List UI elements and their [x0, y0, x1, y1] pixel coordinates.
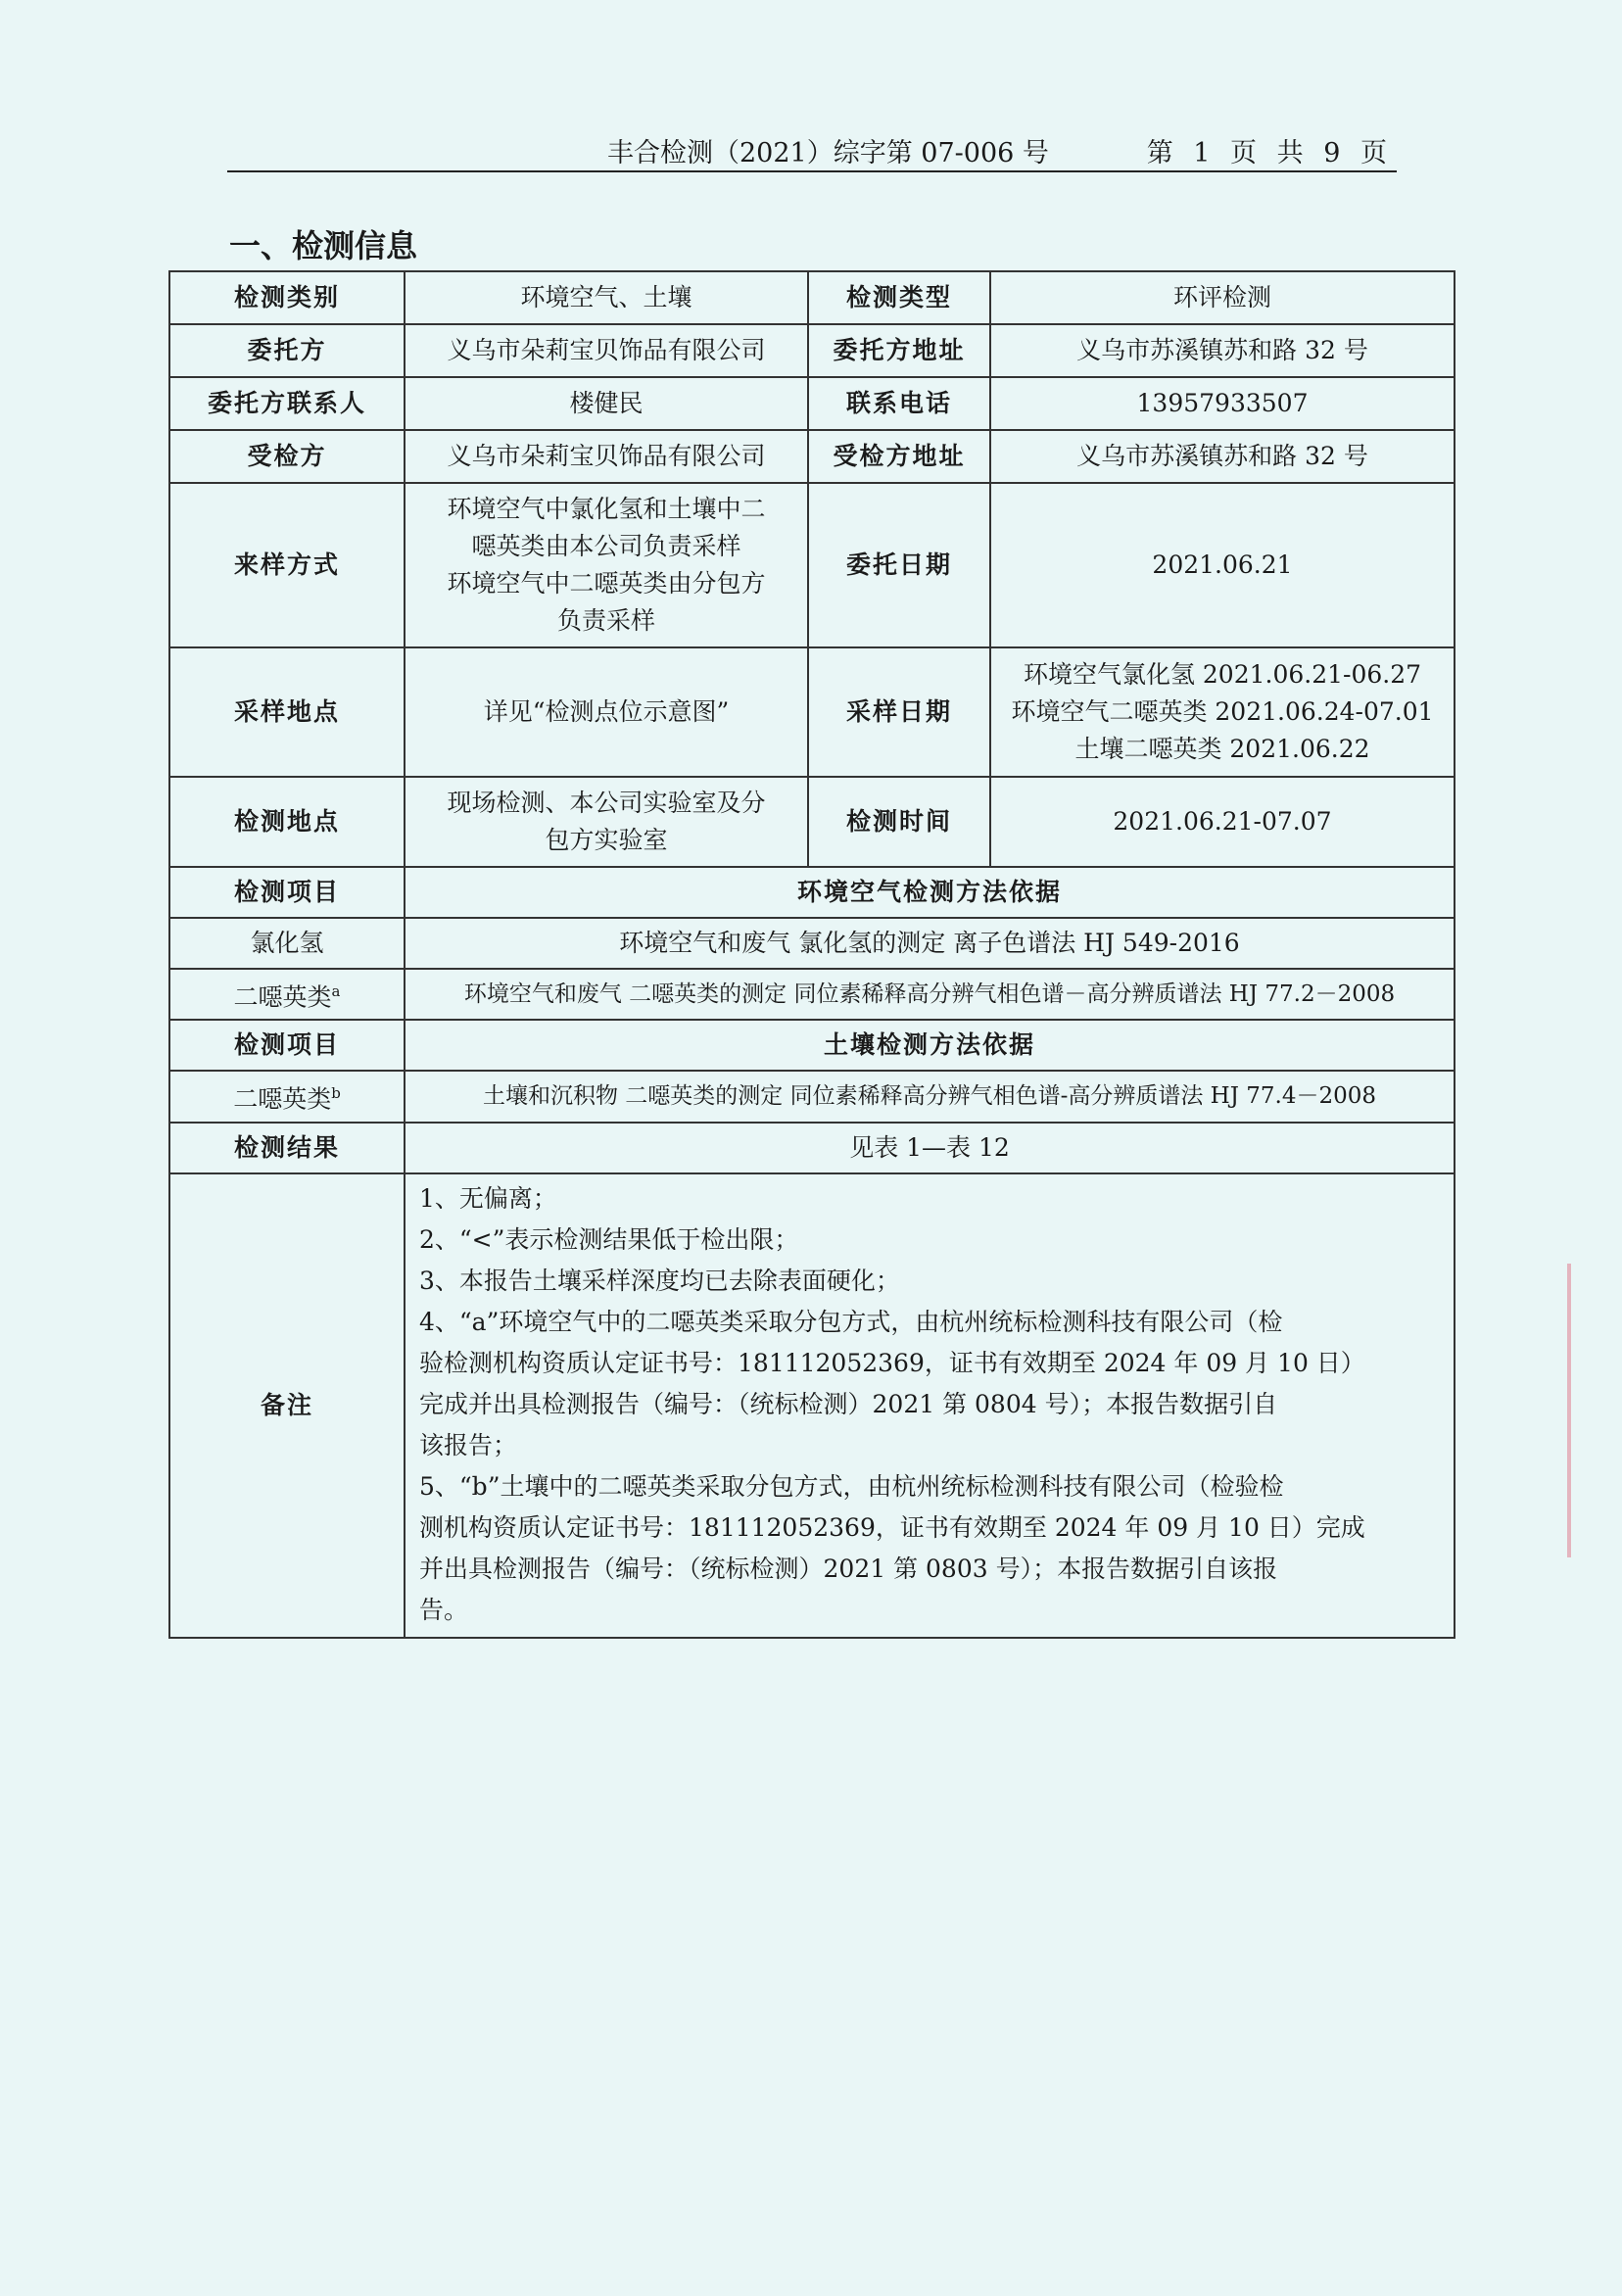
table-row — [169, 1173, 1455, 1638]
cell-value: 楼健民 — [405, 377, 808, 430]
note-line: 1、无偏离； — [419, 1183, 557, 1213]
cell-label: 检测类别 — [169, 271, 405, 324]
cell-value: 环评检测 — [990, 271, 1455, 324]
cell-value: 土壤和沉积物 二噁英类的测定 同位素稀释高分辨气相色谱-高分辨质谱法 HJ 77.4－2008 — [405, 1071, 1455, 1122]
cell-label: 来样方式 — [169, 483, 405, 647]
cell-label: 检测结果 — [169, 1123, 405, 1173]
table-row — [169, 324, 1455, 377]
cell-label: 检测地点 — [169, 777, 405, 867]
cell-label: 备注 — [169, 1173, 405, 1638]
table-row — [169, 647, 1455, 777]
air-method-heading: 环境空气检测方法依据 — [405, 867, 1455, 918]
table-row — [169, 918, 1455, 969]
table-row — [169, 430, 1455, 483]
soil-method-heading: 土壤检测方法依据 — [405, 1020, 1455, 1071]
seal-stamp-fragment — [1567, 1264, 1622, 1557]
cell-line: 负责采样 — [556, 606, 655, 635]
cell-label: 联系电话 — [808, 377, 990, 430]
note-line: 完成并出具检测报告（编号：（统标检测）2021 第 0804 号）；本报告数据引自 — [419, 1389, 1278, 1418]
cell-line: 环境空气氯化氢 2021.06.21-06.27 — [1023, 660, 1422, 689]
cell-line: 噁英类由本公司负责采样 — [471, 532, 741, 560]
cell-value — [990, 647, 1455, 777]
cell-label: 检测项目 — [169, 1020, 405, 1071]
cell-label: 检测项目 — [169, 867, 405, 918]
cell-value: 详见“检测点位示意图” — [405, 647, 808, 777]
cell-label: 氯化氢 — [169, 918, 405, 969]
cell-value: 义乌市苏溪镇苏和路 32 号 — [990, 324, 1455, 377]
cell-value: 见表 1—表 12 — [405, 1123, 1455, 1173]
table-row — [169, 969, 1455, 1020]
cell-value: 2021.06.21-07.07 — [990, 777, 1455, 867]
cell-value: 环境空气和废气 二噁英类的测定 同位素稀释高分辨气相色谱－高分辨质谱法 HJ 77.2－2008 — [405, 969, 1455, 1020]
cell-label: 委托方 — [169, 324, 405, 377]
table-row — [169, 271, 1455, 324]
inspection-info-table — [168, 270, 1455, 1639]
dioxin-label: 二噁英类 — [233, 982, 332, 1012]
report-number: 丰合检测（2021）综字第 07-006 号 — [607, 138, 1049, 168]
cell-label: 检测时间 — [808, 777, 990, 867]
cell-line: 包方实验室 — [545, 826, 668, 854]
table-row — [169, 777, 1455, 867]
cell-value: 13957933507 — [990, 377, 1455, 430]
note-line: 测机构资质认定证书号：181112052369，证书有效期至 2024 年 09 月 10 日）完成 — [419, 1512, 1365, 1542]
cell-label: 委托方联系人 — [169, 377, 405, 430]
cell-label: 采样地点 — [169, 647, 405, 777]
cell-line: 环境空气二噁英类 2021.06.24-07.01 — [1011, 697, 1434, 726]
note-line: 该报告； — [419, 1430, 518, 1459]
cell-label: 委托日期 — [808, 483, 990, 647]
note-line: 3、本报告土壤采样深度均已去除表面硬化； — [419, 1266, 900, 1295]
page-header — [227, 125, 1397, 172]
cell-line: 环境空气中氯化氢和土壤中二 — [447, 495, 766, 523]
notes-cell — [405, 1173, 1455, 1638]
note-line: 验检测机构资质认定证书号：181112052369，证书有效期至 2024 年 09 月 10 日） — [419, 1348, 1365, 1377]
note-line: 5、“b”土壤中的二噁英类采取分包方式，由杭州统标检测科技有限公司（检验检 — [419, 1471, 1284, 1501]
cell-label — [169, 969, 405, 1020]
cell-value: 环境空气和废气 氯化氢的测定 离子色谱法 HJ 549-2016 — [405, 918, 1455, 969]
page-number: 第 1 页 共 9 页 — [1146, 138, 1393, 168]
table-row — [169, 1071, 1455, 1122]
table-row — [169, 377, 1455, 430]
table-row — [169, 483, 1455, 647]
cell-label: 受检方 — [169, 430, 405, 483]
footnote-marker: b — [331, 1084, 341, 1103]
cell-value: 2021.06.21 — [990, 483, 1455, 647]
table-row — [169, 867, 1455, 918]
table-row — [169, 1020, 1455, 1071]
dioxin-label: 二噁英类 — [233, 1084, 332, 1114]
cell-value: 义乌市朵莉宝贝饰品有限公司 — [405, 430, 808, 483]
cell-label: 检测类型 — [808, 271, 990, 324]
table-row — [169, 1123, 1455, 1173]
cell-line: 环境空气中二噁英类由分包方 — [447, 569, 766, 598]
cell-line: 现场检测、本公司实验室及分 — [447, 789, 766, 817]
cell-label: 受检方地址 — [808, 430, 990, 483]
cell-value: 环境空气、土壤 — [405, 271, 808, 324]
cell-value: 义乌市苏溪镇苏和路 32 号 — [990, 430, 1455, 483]
cell-label: 委托方地址 — [808, 324, 990, 377]
cell-value — [405, 483, 808, 647]
cell-line: 土壤二噁英类 2021.06.22 — [1074, 735, 1370, 763]
cell-value: 义乌市朵莉宝贝饰品有限公司 — [405, 324, 808, 377]
footnote-marker: a — [331, 982, 341, 1000]
section-title: 一、检测信息 — [229, 227, 418, 264]
note-line: 告。 — [419, 1595, 469, 1624]
note-line: 4、“a”环境空气中的二噁英类采取分包方式，由杭州统标检测科技有限公司（检 — [419, 1307, 1283, 1336]
note-line: 并出具检测报告（编号：（统标检测）2021 第 0803 号）；本报告数据引自该报 — [419, 1554, 1278, 1583]
note-line: 2、“<”表示检测结果低于检出限； — [419, 1224, 799, 1254]
cell-value — [405, 777, 808, 867]
cell-label — [169, 1071, 405, 1122]
cell-label: 采样日期 — [808, 647, 990, 777]
